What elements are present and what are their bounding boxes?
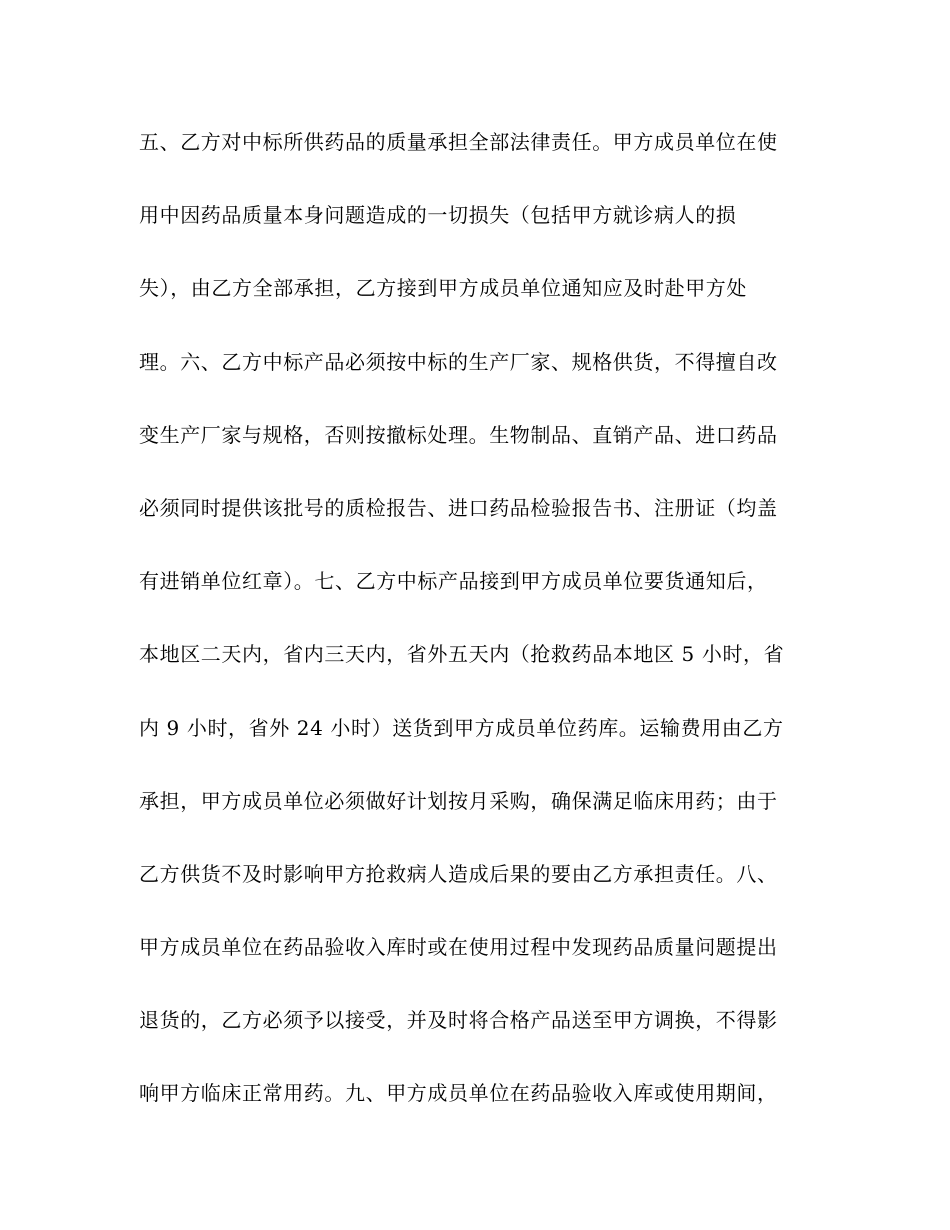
text-line: 甲方成员单位在药品验收入库时或在使用过程中发现药品质量问题提出	[139, 935, 778, 960]
text-line: 五、乙方对中标所供药品的质量承担全部法律责任。甲方成员单位在使	[139, 130, 778, 154]
text-line: 有进销单位红章）。七、乙方中标产品接到甲方成员单位要货通知后，	[139, 569, 768, 594]
text-line: 退货的，乙方必须予以接受，并及时将合格产品送至甲方调换，不得影	[139, 1008, 778, 1033]
text-line: 变生产厂家与规格，否则按撤标处理。生物制品、直销产品、进口药品	[139, 422, 778, 447]
text-line: 失），由乙方全部承担，乙方接到甲方成员单位通知应及时赴甲方处	[139, 276, 747, 301]
text-line: 承担，甲方成员单位必须做好计划按月采购，确保满足临床用药；由于	[139, 788, 778, 813]
text-line: 本地区二天内，省内三天内，省外五天内（抢救药品本地区 5 小时，省	[139, 642, 785, 667]
text-line: 响甲方临床正常用药。九、甲方成员单位在药品验收入库或使用期间，	[139, 1081, 778, 1106]
text-line: 必须同时提供该批号的质检报告、进口药品检验报告书、注册证（均盖	[139, 495, 778, 520]
contract-text-block	[139, 118, 829, 1143]
text-line: 理。六、乙方中标产品必须按中标的生产厂家、规格供货，不得擅自改	[139, 349, 778, 374]
text-line: 内 9 小时，省外 24 小时）送货到甲方成员单位药库。运输费用由乙方	[139, 715, 784, 740]
text-line: 乙方供货不及时影响甲方抢救病人造成后果的要由乙方承担责任。八、	[139, 861, 778, 886]
text-line: 用中因药品质量本身问题造成的一切损失（包括甲方就诊病人的损	[139, 203, 737, 228]
